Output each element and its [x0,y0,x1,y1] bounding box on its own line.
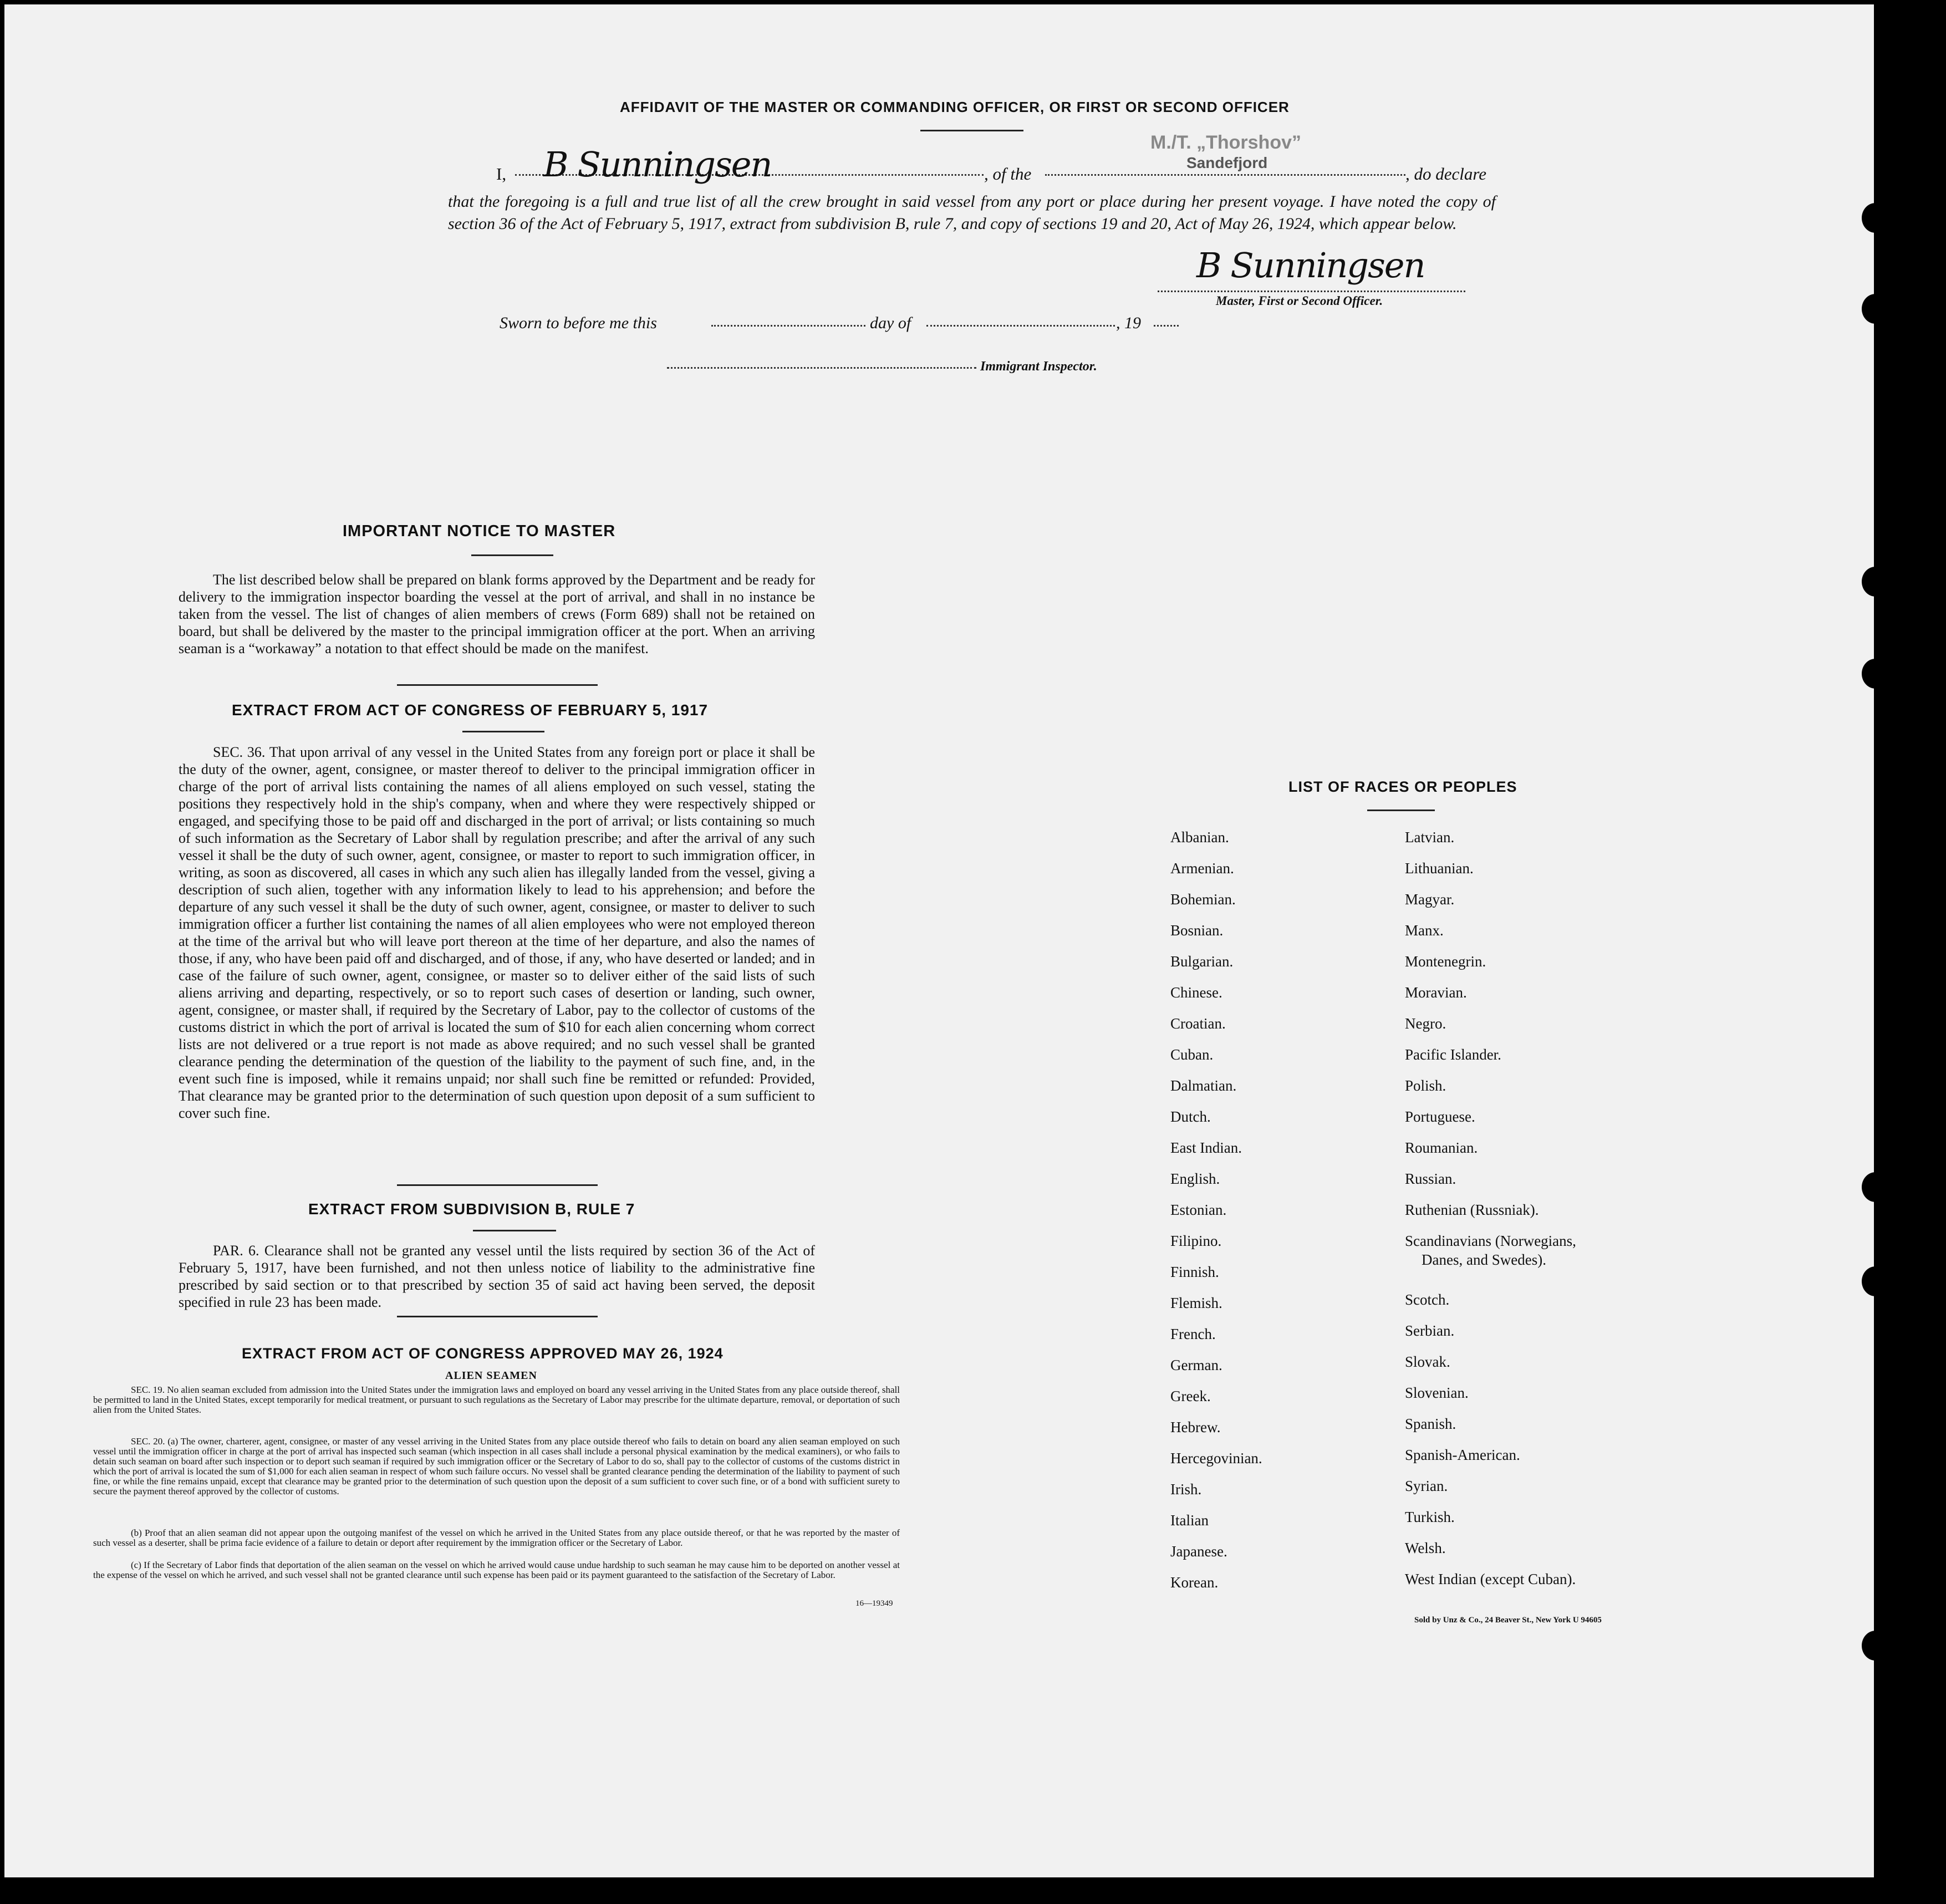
divider [397,1184,598,1186]
master-label: Master, First or Second Officer. [1216,294,1383,308]
race-item: Turkish. [1405,1509,1455,1525]
race-item: Korean. [1170,1574,1219,1591]
race-item: Russian. [1405,1170,1456,1187]
extract-1924-title: EXTRACT FROM ACT OF CONGRESS APPROVED MAY 26, 1924 [242,1345,724,1362]
punch-hole [1862,294,1874,324]
sec20a-text: SEC. 20. (a) The owner, charterer, agent, consignee, or master of any vessel arriving in the United States from any place outside thereof who fails to detain on board any alien seaman employed on such vessel until the immigration officer in charge at the port of arrival has inspected such seaman (which inspection in all cases shall include a personal physical examination by the medical examiners), or who fails to detain such seaman on board after such inspection or to deport such seaman if required by such immigration officer or the Secretary of Labor to do so, shall pay to the collector of customs of the customs district in which the port of arrival is located the sum of $1,000 for each alien seaman in respect of whom such failure occurs. No vessel shall be granted clearance pending the determination of the liability to payment of such fine, or while the fine remains unpaid, except that clearance may be granted prior to the determination of such question upon the deposit of a sum sufficient to cover such fine, or of a bond with sufficient surety to secure the payment thereof approved by the collector of customs. [93,1436,900,1496]
notice-body: The list described below shall be prepared on blank forms approved by the Department and be ready for delivery to the immigration inspector boarding the vessel at the port of arrival, and shall in no instance be taken from the vessel. The list of changes of alien members of crews (Form 689) shall not be retained on board, but shall be delivered by the master to the principal immigration officer at the port. When an arriving seaman is a “workaway” a notation to that effect should be made on the manifest. [179,572,815,656]
sworn-year-field[interactable] [1154,325,1179,327]
race-item: Pacific Islander. [1405,1046,1501,1063]
divider [462,731,544,732]
race-item: Filipino. [1170,1233,1222,1249]
seller-imprint: Sold by Unz & Co., 24 Beaver St., New York U 94605 [1414,1616,1602,1625]
inspector-label: Immigrant Inspector. [980,359,1097,374]
port-stamp: Sandefjord [1186,154,1268,171]
race-item: Moravian. [1405,984,1467,1001]
race-item: German. [1170,1357,1222,1373]
races-right-column [1405,829,1738,1616]
master-signature-field[interactable] [1158,291,1465,292]
race-item: Bosnian. [1170,922,1224,939]
year-prefix: , 19 [1116,314,1141,332]
race-item: Finnish. [1170,1264,1219,1280]
race-item: Japanese. [1170,1543,1227,1560]
notice-title: IMPORTANT NOTICE TO MASTER [343,522,616,540]
divider [920,130,1023,131]
race-item: Bohemian. [1170,891,1236,908]
sec20b-text: (b) Proof that an alien seaman did not appear upon the outgoing manifest of the vessel on which he arrived in the United States from any place outside thereof, or that he was reported by the master of such vessel as a deserter, shall be prima facie evidence of a failure to detain or deport after requirement by the immigration officer or the Secretary of Labor. [93,1528,900,1548]
divider [471,554,553,556]
race-item: Chinese. [1170,984,1222,1001]
vessel-field[interactable] [1045,174,1405,176]
race-item: West Indian (except Cuban). [1405,1571,1576,1587]
race-item: Montenegrin. [1405,953,1486,970]
sworn-line [500,314,1181,342]
form-number: 16—19349 [855,1599,893,1608]
race-item: Irish. [1170,1481,1202,1498]
punch-hole [1862,1172,1874,1202]
race-item: Portuguese. [1405,1108,1475,1125]
declarant-prefix: I, [496,164,507,184]
race-item: Scandinavians (Norwegians, [1405,1233,1576,1249]
race-item: English. [1170,1170,1220,1187]
document-sheet [4,4,1874,1877]
sec19-text: SEC. 19. No alien seaman excluded from admission into the United States under the immigration laws and employed on board any vessel arriving in the United States from any place outside thereof, shall be permitted to land in the United States, except temporarily for medical treatment, or pursuant to such regulations as the Secretary of Labor may prescribe for the ultimate departure, removal, or deportation of such alien from the United States. [93,1384,900,1415]
divider [473,1230,556,1231]
race-item: Bulgarian. [1170,953,1234,970]
race-item: Latvian. [1405,829,1455,846]
rule7-body: PAR. 6. Clearance shall not be granted any vessel until the lists required by section 36 of the Act of February 5, 1917, have been furnished, and not then unless notice of liability to the administrative fine prescribed by said section or to that prescribed by section 35 of said act having been served, the deposit specified in rule 23 has been made. [179,1243,815,1310]
inspector-line [667,359,1138,381]
race-item: Serbian. [1405,1322,1455,1339]
sworn-day-field[interactable] [711,325,865,327]
sec20c-text: (c) If the Secretary of Labor finds that deportation of the alien seaman on the vessel on which he arrived would cause undue hardship to such seaman he may cause him to be deported on another vessel at the expense of the vessel on which he arrived, and such vessel shall not be granted clearance until such expense has been paid or its payment guaranteed to the satisfaction of the Secretary of Labor. [93,1560,900,1580]
races-left-column [1170,829,1381,1616]
race-item: Polish. [1405,1077,1446,1094]
punch-hole [1862,567,1874,597]
race-item: Greek. [1170,1388,1211,1404]
race-item: Magyar. [1405,891,1455,908]
of-the-label: , of the [984,164,1032,184]
punch-hole [1862,1266,1874,1296]
race-item: Scotch. [1405,1291,1450,1308]
race-item: Spanish. [1405,1416,1456,1432]
race-item: Cuban. [1170,1046,1214,1063]
divider [397,1316,598,1317]
races-title: LIST OF RACES OR PEOPLES [1288,778,1517,795]
affidavit-title: AFFIDAVIT OF THE MASTER OR COMMANDING OFFICER, OR FIRST OR SECOND OFFICER [620,99,1290,115]
race-item: Negro. [1405,1015,1446,1032]
race-item: Hercegovinian. [1170,1450,1262,1467]
race-item: Syrian. [1405,1478,1448,1494]
do-declare-label: , do declare [1405,164,1487,184]
rule7-title: EXTRACT FROM SUBDIVISION B, RULE 7 [308,1200,635,1218]
race-item: Roumanian. [1405,1139,1478,1156]
race-item: Italian [1170,1512,1209,1529]
extract-1917-title: EXTRACT FROM ACT OF CONGRESS OF FEBRUARY 5, 1917 [232,701,709,719]
affidavit-body: that the foregoing is a full and true list of all the crew brought in said vessel from any port or place during her present voyage. I have noted the copy of section 36 of the Act of February 5, 1917, extract from subdivision B, rule 7, and copy of sections 19 and 20, Act of May 26, 1924, which appear below. [448,192,1496,233]
race-item: Dalmatian. [1170,1077,1237,1094]
race-item: French. [1170,1326,1216,1342]
divider [1367,810,1435,811]
punch-hole [1862,203,1874,233]
race-item: Hebrew. [1170,1419,1221,1435]
race-item: Manx. [1405,922,1444,939]
race-item: Spanish-American. [1405,1447,1520,1463]
affidavit-declaration-line [496,132,1500,192]
master-signature-block [1152,243,1468,309]
sworn-prefix: Sworn to before me this [500,314,657,332]
race-item: Ruthenian (Russniak). [1405,1202,1539,1218]
inspector-signature-field[interactable] [667,367,976,369]
alien-seamen-subtitle: ALIEN SEAMEN [445,1370,537,1382]
race-item: Estonian. [1170,1202,1227,1218]
race-item: Dutch. [1170,1108,1211,1125]
race-item: Welsh. [1405,1540,1446,1556]
race-item: Danes, and Swedes). [1422,1251,1546,1268]
race-item: Lithuanian. [1405,860,1474,877]
extract-1917-body: SEC. 36. That upon arrival of any vessel in the United States from any foreign port or place it shall be the duty of the owner, agent, consignee, or master thereof to deliver to the principal immigration officer in charge of the port of arrival lists containing the names of all aliens employed on such vessel, stating the positions they respectively hold in the ship's company, when and where they were respectively shipped or engaged, and specifying those to be paid off and discharged in the port of arrival; or lists containing so much of such information as the Secretary of Labor shall by regulation prescribe; and after the arrival of any such vessel it shall be the duty of such owner, agent, consignee, or master to report to such immigration officer, in writing, as soon as discovered, all cases in which any such alien has illegally landed from the vessel, giving a description of such alien, together with any information likely to lead to his apprehension; and before the departure of any such vessel it shall be the duty of such owner, agent, consignee, or master to deliver to such immigration officer a further list containing the names of all alien employees who were not employed thereon at the time of the arrival but who will leave port thereon at the time of her departure, and also the names of those, if any, who have been paid off and discharged, and of those, if any, who have deserted or landed; and in case of the failure of such owner, agent, consignee, or master so to deliver either of the said lists of such aliens arriving and departing, respectively, or so to report such cases of desertion or landing, such owner, agent, consignee, or master shall, if required by the Secretary of Labor, pay to the collector of customs of the customs district in which the port of arrival is located the sum of $10 for each alien concerning whom correct lists are not delivered or a true report is not made as above required; and no such vessel shall be granted clearance pending the determination of the question of the liability to the payment of such fine, and, in the event such fine is imposed, while it remains unpaid; nor shall such fine be remitted or refunded: Provided, That clearance may be granted prior to the determination of such question upon deposit of a sum sufficient to cover such fine. [179,744,815,1121]
race-item: Slovenian. [1405,1384,1469,1401]
day-of-label: day of [870,314,911,332]
sworn-month-field[interactable] [926,325,1115,327]
race-item: Croatian. [1170,1015,1226,1032]
race-item: Armenian. [1170,860,1234,877]
vessel-stamp: M./T. „Thorshov” [1150,132,1301,153]
race-item: Albanian. [1170,829,1229,846]
race-item: Flemish. [1170,1295,1222,1311]
divider [397,684,598,686]
race-item: Slovak. [1405,1353,1450,1370]
race-item: East Indian. [1170,1139,1242,1156]
punch-hole [1862,659,1874,689]
master-signature-2: B Sunningsen [1196,245,1425,286]
master-signature: B Sunningsen [543,144,772,185]
punch-hole [1862,1631,1874,1661]
